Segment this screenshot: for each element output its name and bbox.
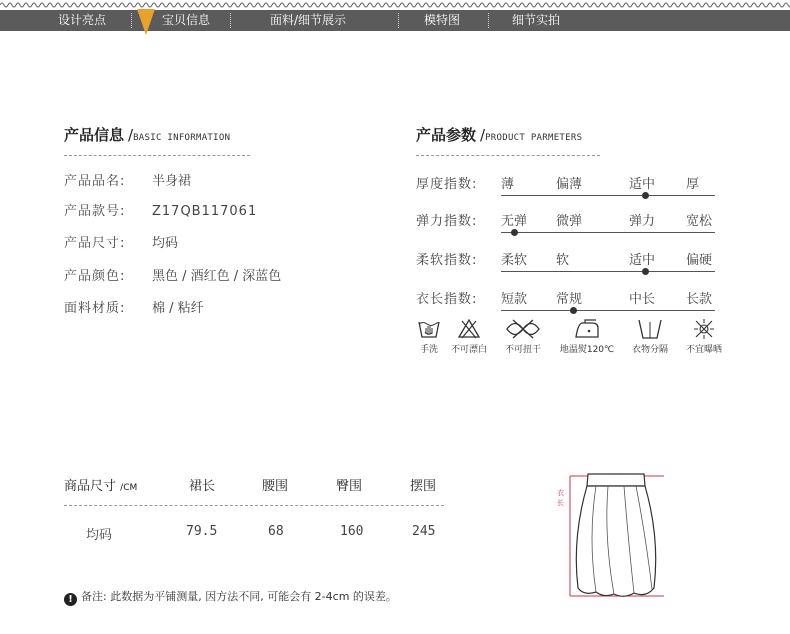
param-label: 厚度指数: [416,177,478,192]
basic-info-title: 产品信息 /BASIC INFORMATION [64,126,231,144]
size-value-hem: 245 [412,524,436,539]
measurement-note: ! 备注: 此数据为平铺测量, 因方法不同, 可能会有 2-4cm 的误差。 [64,588,397,606]
no-bleach-icon [458,318,480,340]
size-col-hem: 摆围 [410,479,437,494]
nav-divider [230,13,231,28]
info-row-name: 产品品名: 半身裙 [64,174,192,189]
separate-wash-icon [637,318,663,340]
size-value-hip: 160 [340,524,364,539]
param-option: 中长 [629,292,656,307]
param-option: 适中 [629,253,656,268]
param-label: 弹力指数: [416,214,478,229]
nav-item-model[interactable]: 模特图 [424,13,461,27]
top-wave-border [0,0,790,10]
param-option: 短款 [501,292,528,307]
param-option: 适中 [629,177,656,192]
param-option: 偏薄 [556,177,583,192]
info-row-color: 产品颜色: 黑色 / 酒红色 / 深蓝色 [64,269,282,284]
length-label-1: 衣 [557,489,564,497]
param-option: 弹力 [629,214,656,229]
size-table-title: 商品尺寸 /CM [64,479,138,494]
param-scale-line [501,310,715,311]
param-option: 无弹 [501,214,528,229]
param-option: 软 [556,253,570,268]
nav-item-fabric[interactable]: 面料/细节展示 [270,13,347,27]
care-iron: 地温熨120℃ [554,318,620,355]
skirt-diagram [548,468,672,608]
iron-low-icon [572,318,602,340]
care-hand-wash: 手洗 [416,318,442,355]
info-row-size: 产品尺寸: 均码 [64,236,179,251]
size-value-waist: 68 [268,524,284,539]
hand-wash-icon [417,318,441,340]
nav-bar [0,10,790,31]
param-label: 柔软指数: [416,253,478,268]
size-col-waist: 腰围 [262,479,289,494]
param-selected-dot [511,229,518,236]
param-option: 宽松 [686,214,713,229]
waistband [587,474,645,486]
param-scale-line [501,232,715,233]
care-separate: 衣物分隔 [626,318,674,355]
care-no-bleach: 不可漂白 [446,318,492,355]
length-label-2: 长 [557,499,564,507]
param-option: 常规 [556,292,583,307]
no-sun-icon [693,318,715,340]
param-option: 偏硬 [686,253,713,268]
care-no-sun: 不宜曝晒 [680,318,728,355]
nav-item-product-info[interactable]: 宝贝信息 [162,13,211,27]
size-value-length: 79.5 [186,524,218,539]
nav-divider [131,13,132,28]
divider [64,505,444,506]
param-option: 柔软 [501,253,528,268]
param-selected-dot [642,268,649,275]
nav-divider [398,13,399,28]
param-selected-dot [642,192,649,199]
divider [416,155,600,156]
param-option: 微弹 [556,214,583,229]
care-no-wring: 不可扭干 [500,318,546,355]
params-title: 产品参数 /PRODUCT PARMETERS [416,126,583,144]
param-selected-dot [570,307,577,314]
active-nav-marker [137,9,155,35]
info-row-sku: 产品款号: Z17QB117061 [64,204,258,219]
warning-icon: ! [64,593,77,606]
no-wring-icon [503,318,543,340]
skirt-body [576,486,655,596]
param-label: 衣长指数: [416,292,478,307]
info-row-material: 面料材质: 棉 / 粘纤 [64,301,204,316]
size-col-hip: 臀围 [336,479,363,494]
param-option: 长款 [686,292,713,307]
nav-item-detail[interactable]: 细节实拍 [512,13,561,27]
nav-item-design[interactable]: 设计亮点 [58,13,107,27]
param-scale-line [501,271,715,272]
nav-divider [488,13,489,28]
size-col-length: 裙长 [189,479,216,494]
param-option: 薄 [501,177,515,192]
param-option: 厚 [686,177,700,192]
size-row-label: 均码 [86,528,113,543]
divider [64,155,250,156]
param-scale-line [501,195,715,196]
